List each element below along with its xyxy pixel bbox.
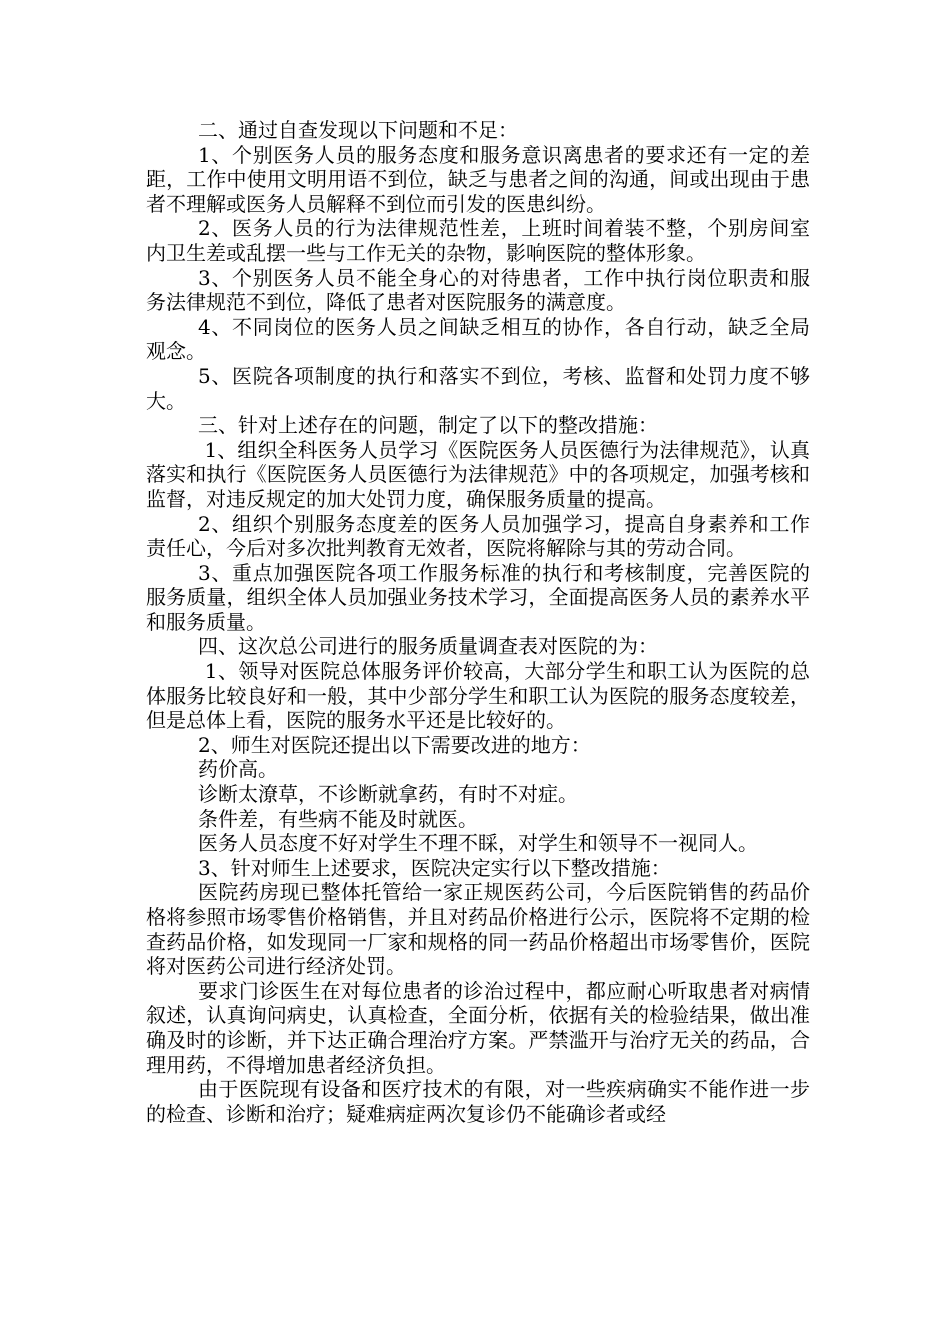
problem-item-5: 5、医院各项制度的执行和落实不到位，考核、监督和处罚力度不够大。 (146, 363, 810, 413)
section-heading-3: 三、针对上述存在的问题，制定了以下的整改措施： (198, 413, 658, 438)
document-body (146, 118, 810, 1126)
action-paragraph-3: 由于医院现有设备和医疗技术的有限，对一些疾病确实不能作进一步的检查、诊断和治疗；疑难病症两次复诊仍不能确诊者或经 (146, 1077, 810, 1126)
section-heading-4: 四、这次总公司进行的服务质量调查表对医院的为： (198, 634, 658, 659)
feedback-line-2: 诊断太潦草，不诊断就拿药，有时不对症。 (198, 782, 578, 807)
problem-item-4: 4、不同岗位的医务人员之间缺乏相互的协作，各自行动，缺乏全局观念。 (146, 314, 810, 364)
problem-item-1: 1、个别医务人员的服务态度和服务意识离患者的要求还有一定的差距，工作中使用文明用语不到位，缺乏与患者之间的沟通，间或出现由于患者不理解或医务人员解释不到位而引发的医患纠纷。 (146, 142, 810, 216)
problem-item-2: 2、医务人员的行为法律规范性差，上班时间着装不整，个别房间室内卫生差或乱摆一些与工作无关的杂物，影响医院的整体形象。 (146, 216, 810, 265)
feedback-line-1: 药价高。 (198, 757, 278, 782)
section-heading-2: 二、通过自查发现以下问题和不足： (198, 118, 518, 142)
measure-item-2: 2、组织个别服务态度差的医务人员加强学习，提高自身素养和工作责任心，今后对多次批判教育无效者，医院将解除与其的劳动合同。 (146, 511, 810, 561)
survey-item-3: 3、针对师生上述要求，医院决定实行以下整改措施： (198, 855, 671, 880)
measure-item-3: 3、重点加强医院各项工作服务标准的执行和考核制度，完善医院的服务质量，组织全体人员加强业务技术学习，全面提高医务人员的素养水平和服务质量。 (146, 560, 810, 634)
survey-item-1: 1、领导对医院总体服务评价较高，大部分学生和职工认为医院的总体服务比较良好和一般，其中少部分学生和职工认为医院的服务态度较差，但是总体上看，医院的服务水平还是比较好的。 (146, 659, 810, 733)
survey-item-2: 2、师生对医院还提出以下需要改进的地方： (198, 732, 591, 757)
action-paragraph-2: 要求门诊医生在对每位患者的诊治过程中，都应耐心听取患者对病情叙述，认真询问病史，认真检查，全面分析，依据有关的检验结果，做出准确及时的诊断，并下达正确合理治疗方案。严禁滥开与治疗无关的药品，合理用药，不得增加患者经济负担。 (146, 978, 810, 1077)
measure-item-1: 1、组织全科医务人员学习《医院医务人员医德行为法律规范》，认真落实和执行《医院医务人员医德行为法律规范》中的各项规定，加强考核和监督，对违反规定的加大处罚力度，确保服务质量的提高。 (146, 437, 810, 511)
problem-item-3: 3、个别医务人员不能全身心的对待患者，工作中执行岗位职责和服务法律规范不到位，降低了患者对医院服务的满意度。 (146, 265, 810, 315)
feedback-line-3: 条件差，有些病不能及时就医。 (198, 806, 478, 831)
action-paragraph-1: 医院药房现已整体托管给一家正规医药公司，今后医院销售的药品价格将参照市场零售价格销售，并且对药品价格进行公示，医院将不定期的检查药品价格，如发现同一厂家和规格的同一药品价格超出市场零售价，医院将对医药公司进行经济处罚。 (146, 880, 810, 979)
feedback-line-4: 医务人员态度不好对学生不理不睬，对学生和领导不一视同人。 (198, 831, 758, 856)
